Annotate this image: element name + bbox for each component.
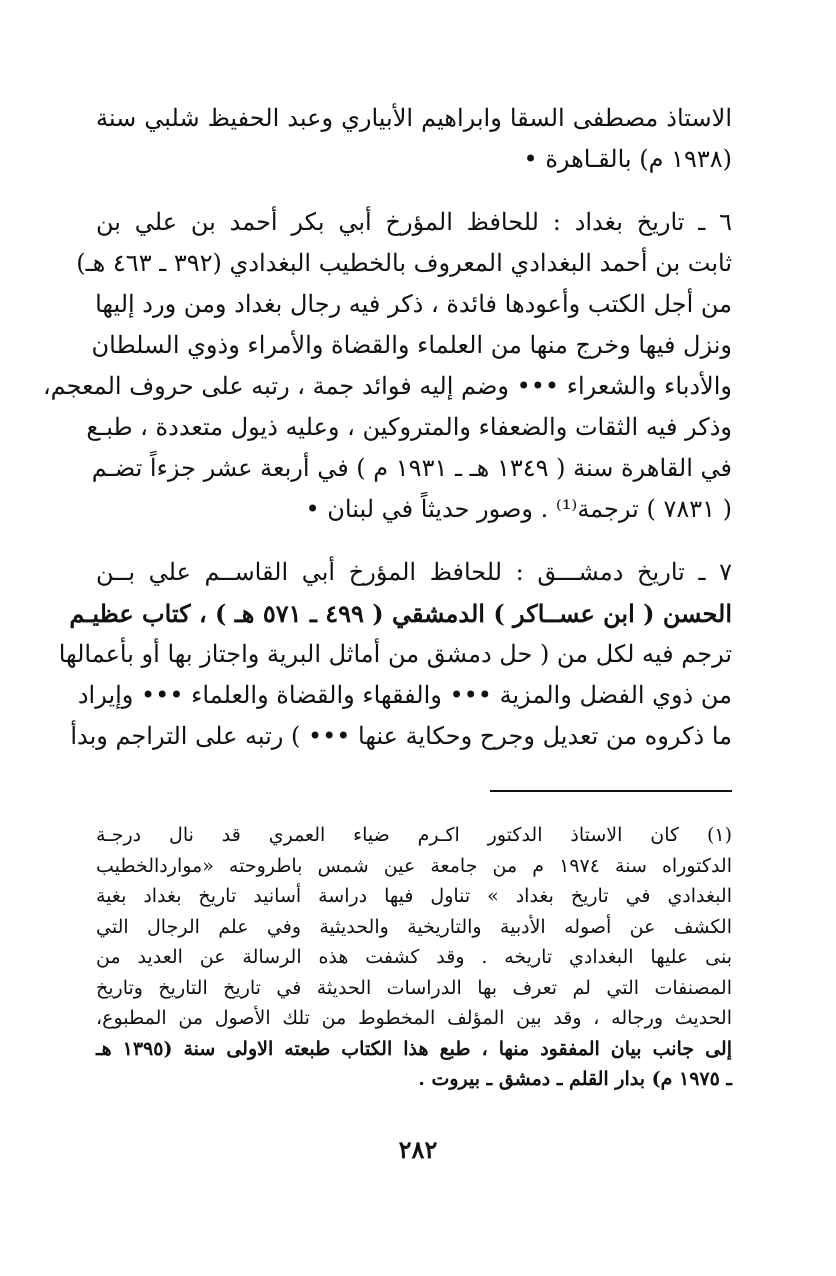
text-line: ونزل فيها وخرج منها من العلماء والقضاة والأمراء وذوي السلطان — [91, 331, 732, 359]
footnote-line-bold: إلى جانب بيان المفقود منها ، طبع هذا الكتاب طبعته الاولى سنة (١٣٩٥ هـ — [96, 1037, 733, 1060]
text-line: ثابت بن أحمد البغدادي المعروف بالخطيب البغدادي (٣٩٢ ـ ٤٦٣ هـ) — [76, 249, 732, 277]
footnote-line: الحديث ورجاله ، وقد بين المؤلف المخطوط من تلك الأصول من المطبوع، — [96, 1007, 732, 1029]
footnote-separator — [490, 790, 732, 792]
paragraph-intro-continuation — [96, 98, 732, 180]
text-line: في القاهرة سنة ( ١٣٤٩ هـ ـ ١٩٣١ م ) في أربعة عشر جزءاً تضـم — [91, 454, 732, 482]
text-line: ترجم فيه لكل من ( حل دمشق من أماثل البرية واجتاز بها أو بأعمالها — [58, 640, 732, 668]
text-line: ٦ ـ تاريخ بغداد : للحافظ المؤرخ أبي بكر أحمد بن علي بن — [96, 208, 732, 236]
footnote-line-bold: ـ ١٩٧٥ م) بدار القلم ـ دمشق ـ بيروت . — [418, 1068, 732, 1090]
text-line-bold: الحسن ( ابن عســاكر ) الدمشقي ( ٤٩٩ ـ ٥٧١ هـ ) ، كتاب عظيـم — [69, 599, 732, 628]
text-line: وذكر فيه الثقات والضعفاء والمتروكين ، وعليه ذيول متعددة ، طبـع — [86, 413, 732, 441]
text-line: الاستاذ مصطفى السقا وابراهيم الأبياري وعبد الحفيظ شلبي سنة — [96, 104, 732, 132]
footnote-line: (١) كان الاستاذ الدكتور اكـرم ضياء العمري قد نال درجـة — [96, 824, 732, 846]
page-number: ٢٨٢ — [398, 1135, 438, 1164]
footnote — [96, 820, 732, 1095]
paragraph-tarikh-dimashq — [58, 552, 732, 757]
paragraph-tarikh-baghdad — [42, 202, 732, 530]
text-line: ما ذكروه من تعديل وجرح وحكاية عنها ••• ) رتبه على التراجم وبدأ — [70, 722, 732, 750]
text-line: ( ٧٨٣١ ) ترجمة⁽¹⁾ . وصور حديثاً في لبنان • — [305, 495, 732, 523]
footnote-line: المصنفات التي لم تعرف بها الدراسات الحديثة في تاريخ التاريخ وتاريخ — [96, 976, 732, 999]
text-line: (١٩٣٨ م) بالقـاهرة • — [523, 145, 732, 173]
footnote-line: البغدادي في تاريخ بغداد » تناول فيها دراسة أسانيد تاريخ بغداد بغية — [96, 885, 732, 907]
text-line: من أجل الكتب وأعودها فائدة ، ذكر فيه رجال بغداد ومن ورد إليها — [95, 290, 732, 318]
main-text — [42, 98, 732, 757]
footnote-line: الكشف عن أصوله الأدبية والتاريخية والحديثية وفي علم الرجال التي — [96, 915, 732, 938]
text-line: والأدباء والشعراء ••• وضم إليه فوائد جمة ، رتبه على حروف المعجم، — [42, 372, 732, 400]
text-line: ٧ ـ تاريخ دمشـــق : للحافظ المؤرخ أبي القاســم علي بــن — [96, 558, 732, 586]
footnote-line: الدكتوراه سنة ١٩٧٤ م من جامعة عين شمس باطروحته «مواردالخطيب — [96, 854, 732, 877]
text-line: من ذوي الفضل والمزية ••• والفقهاء والقضاة والعلماء ••• وإيراد — [77, 681, 732, 709]
footnote-line: بنى عليها البغدادي تاريخه . وقد كشفت هذه الرسالة عن العديد من — [96, 946, 732, 968]
